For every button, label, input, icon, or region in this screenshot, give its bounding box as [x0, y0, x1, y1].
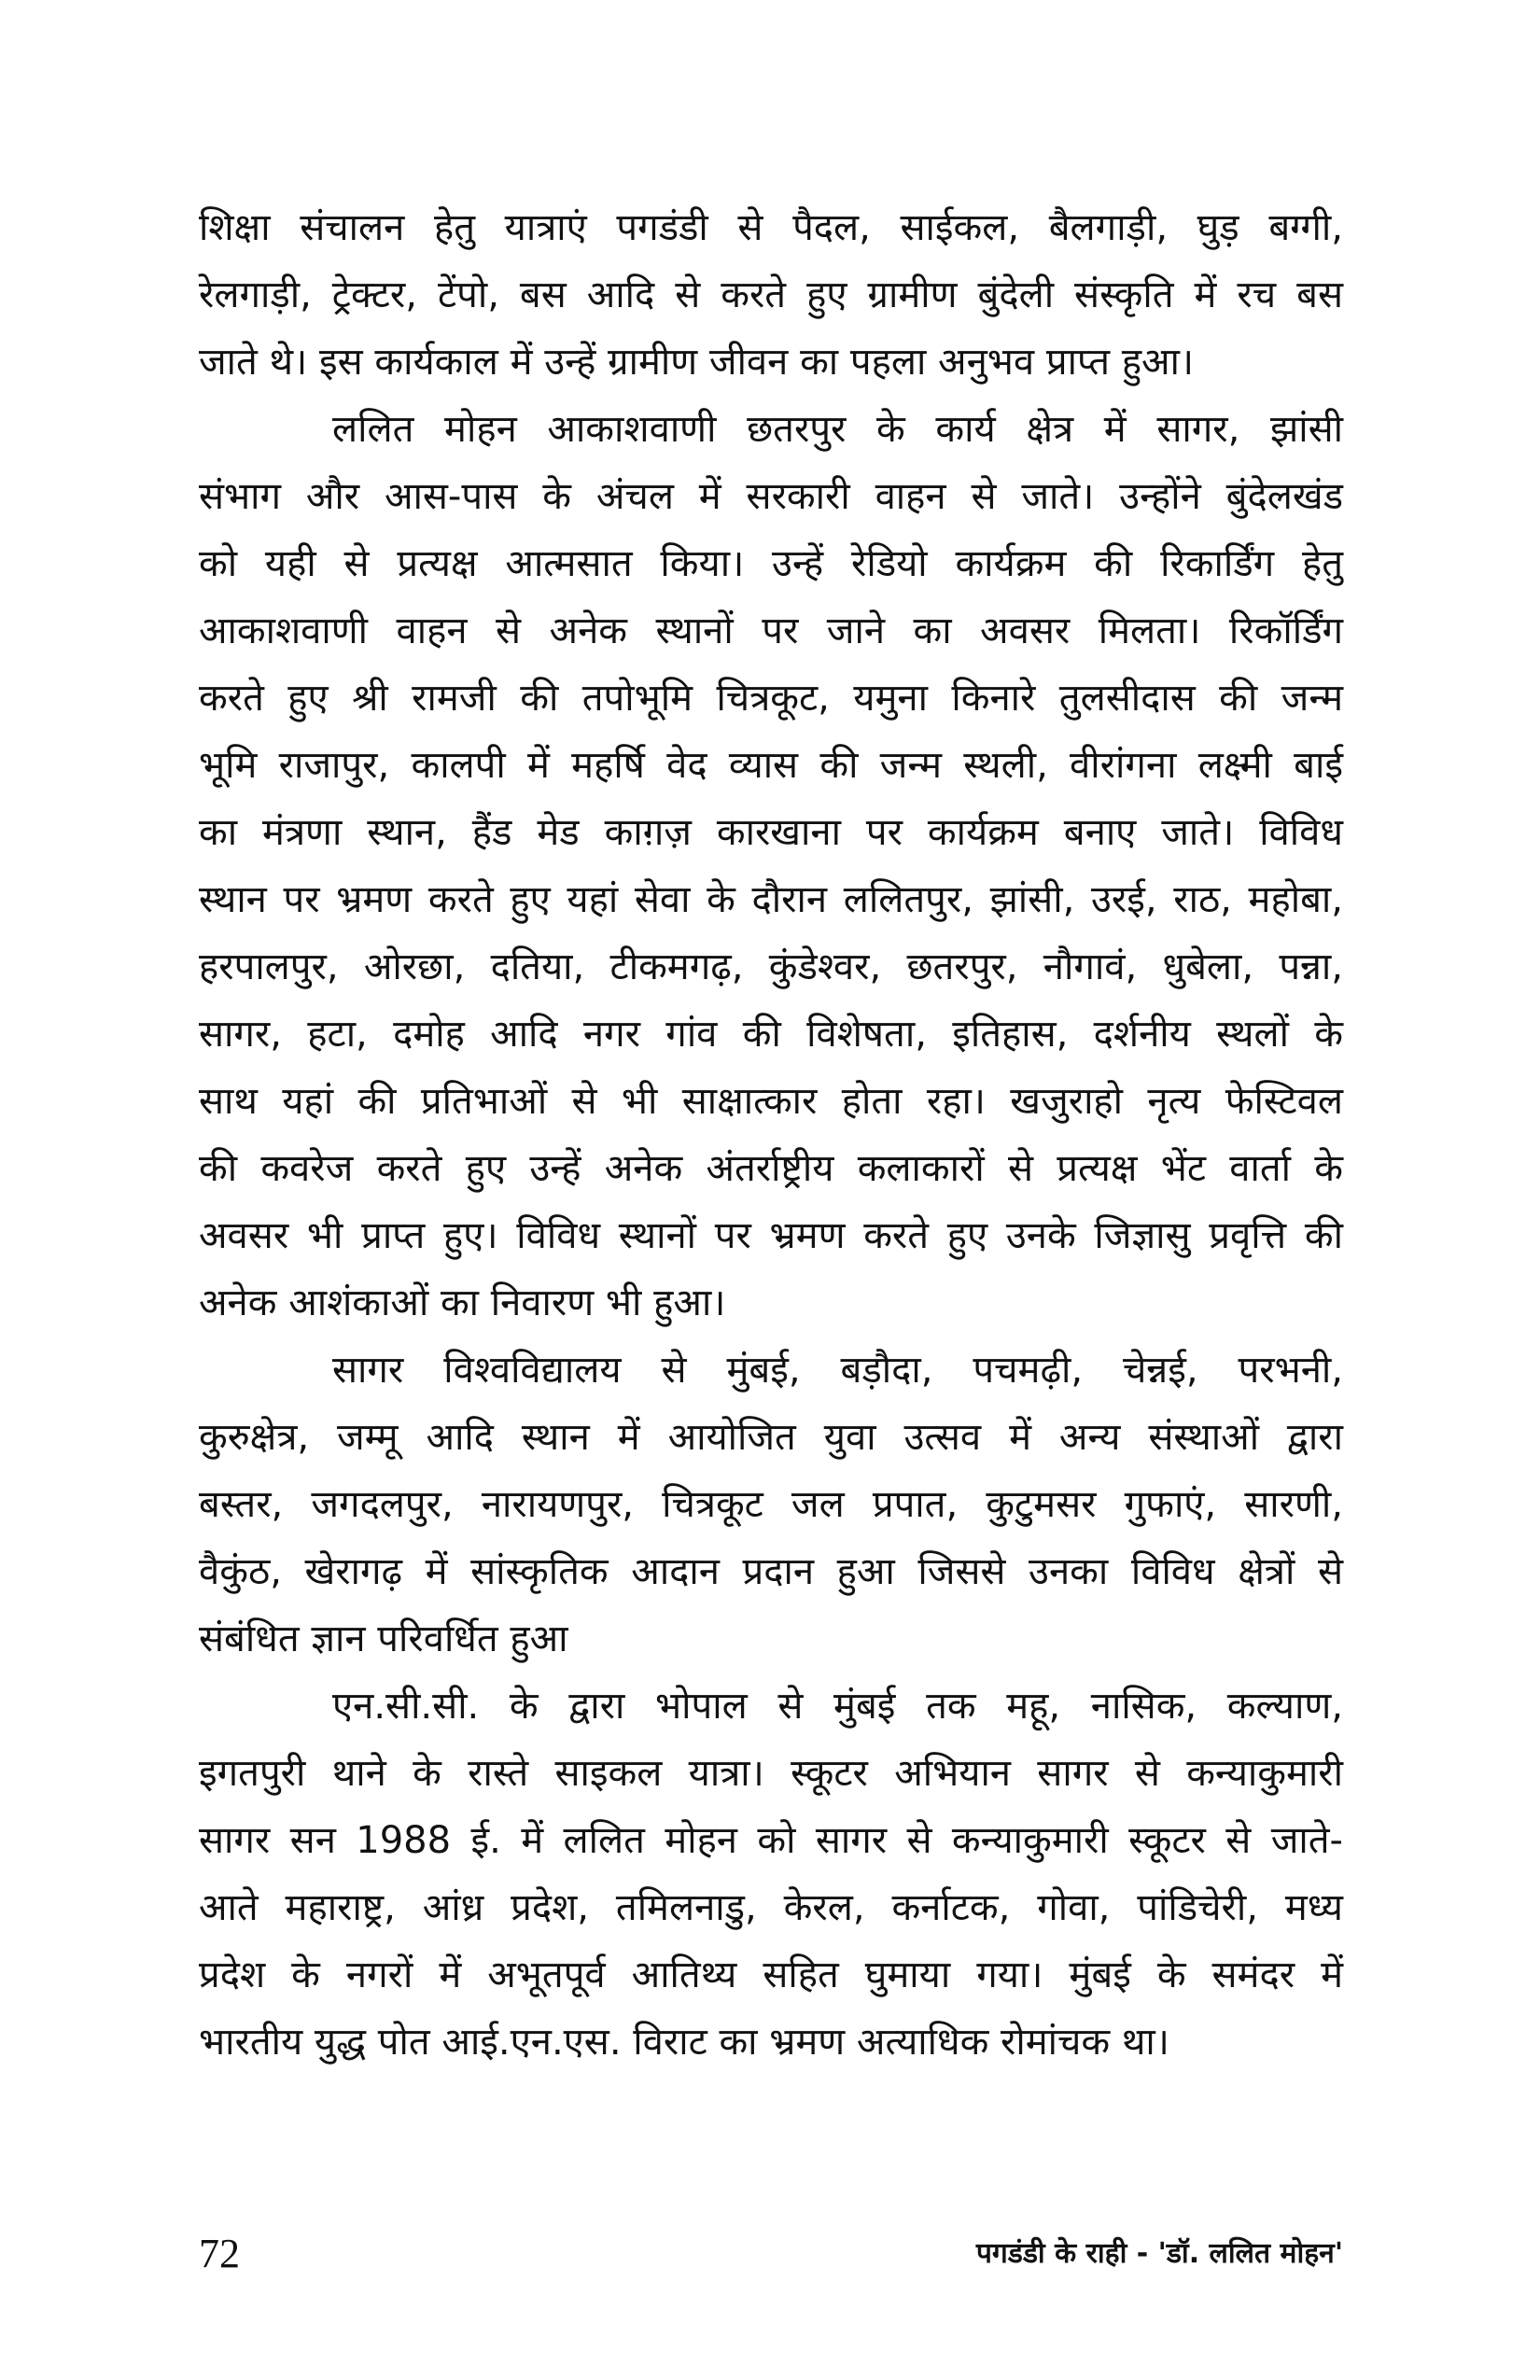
running-title: पगडंडी के राही - 'डॉ. ललित मोहन' — [975, 2237, 1343, 2270]
text-line: शिक्षा संचालन हेतु यात्राएं पगडंडी से पैदल, साईकल, बैलगाड़ी, घुड़ बग्गी, — [199, 206, 1343, 249]
text-line: सागर विश्वविद्यालय से मुंबई, बड़ौदा, पचमढ़ी, चेन्नई, परभनी, — [332, 1349, 1343, 1392]
text-line: अवसर भी प्राप्त हुए। विविध स्थानों पर भ्रमण करते हुए उनके जिज्ञासु प्रवृत्ति की — [199, 1214, 1343, 1257]
text-line: बस्तर, जगदलपुर, नारायणपुर, चित्रकूट जल प्रपात, कुटुमसर गुफाएं, सारणी, — [199, 1483, 1343, 1526]
text-line: कुरुक्षेत्र, जम्मू आदि स्थान में आयोजित युवा उत्सव में अन्य संस्थाओं द्वारा — [199, 1416, 1343, 1459]
text-line: वैकुंठ, खेरागढ़ में सांस्कृतिक आदान प्रदान हुआ जिससे उनका विविध क्षेत्रों से — [199, 1550, 1343, 1593]
paragraph-2 — [199, 396, 1343, 1337]
page-number: 72 — [199, 2231, 240, 2276]
text-line: की कवरेज करते हुए उन्हें अनेक अंतर्राष्ट्रीय कलाकारों से प्रत्यक्ष भेंट वार्ता के — [199, 1147, 1343, 1190]
text-line: एन.सी.सी. के द्वारा भोपाल से मुंबई तक महू, नासिक, कल्याण, — [332, 1685, 1343, 1728]
text-line: प्रदेश के नगरों में अभूतपूर्व आतिथ्य सहित घुमाया गया। मुंबई के समंदर में — [199, 1953, 1343, 1996]
paragraph-1 — [199, 194, 1343, 396]
text-line: आकाशवाणी वाहन से अनेक स्थानों पर जाने का अवसर मिलता। रिकॉर्डिंग — [199, 609, 1343, 652]
text-line: करते हुए श्री रामजी की तपोभूमि चित्रकूट, यमुना किनारे तुलसीदास की जन्म — [199, 677, 1343, 720]
page-footer — [199, 2226, 1343, 2282]
text-line: को यही से प्रत्यक्ष आत्मसात किया। उन्हें रेडियो कार्यक्रम की रिकार्डिंग हेतु — [199, 542, 1343, 585]
text-line: संबंधित ज्ञान परिवर्धित हुआ — [199, 1617, 568, 1660]
text-line: ललित मोहन आकाशवाणी छतरपुर के कार्य क्षेत्र में सागर, झांसी — [332, 408, 1343, 451]
text-line: जाते थे। इस कार्यकाल में उन्हें ग्रामीण जीवन का पहला अनुभव प्राप्त हुआ। — [199, 341, 1195, 384]
paragraph-4 — [199, 1673, 1343, 2076]
text-line: स्थान पर भ्रमण करते हुए यहां सेवा के दौरान ललितपुर, झांसी, उरई, राठ, महोबा, — [199, 878, 1343, 921]
text-line: सागर, हटा, दमोह आदि नगर गांव की विशेषता, इतिहास, दर्शनीय स्थलों के — [199, 1013, 1343, 1056]
text-line: रेलगाड़ी, ट्रेक्टर, टेंपो, बस आदि से करते हुए ग्रामीण बुंदेली संस्कृति में रच बस — [199, 273, 1343, 316]
text-line: अनेक आशंकाओं का निवारण भी हुआ। — [199, 1281, 726, 1324]
page-body — [199, 194, 1343, 2076]
text-line: साथ यहां की प्रतिभाओं से भी साक्षात्कार होता रहा। खजुराहो नृत्य फेस्टिवल — [199, 1080, 1343, 1123]
text-line: आते महाराष्ट्र, आंध्र प्रदेश, तमिलनाडु, केरल, कर्नाटक, गोवा, पांडिचेरी, मध्य — [199, 1886, 1343, 1929]
text-line: का मंत्रणा स्थान, हैंड मेड काग़ज़ कारखाना पर कार्यक्रम बनाए जाते। विविध — [199, 811, 1343, 854]
text-line: संभाग और आस-पास के अंचल में सरकारी वाहन से जाते। उन्होंने बुंदेलखंड — [199, 475, 1343, 518]
text-line: भूमि राजापुर, कालपी में महर्षि वेद व्यास की जन्म स्थली, वीरांगना लक्ष्मी बाई — [199, 744, 1343, 787]
text-line: इगतपुरी थाने के रास्ते साइकल यात्रा। स्कूटर अभियान सागर से कन्याकुमारी — [199, 1752, 1343, 1795]
text-line: हरपालपुर, ओरछा, दतिया, टीकमगढ़, कुंडेश्वर, छतरपुर, नौगावं, धुबेला, पन्ना, — [199, 945, 1343, 988]
text-line: भारतीय युद्ध पोत आई.एन.एस. विराट का भ्रमण अत्याधिक रोमांचक था। — [199, 2021, 1169, 2064]
paragraph-3 — [199, 1337, 1343, 1673]
text-line: सागर सन 1988 ई. में ललित मोहन को सागर से कन्याकुमारी स्कूटर से जाते- — [199, 1819, 1343, 1862]
